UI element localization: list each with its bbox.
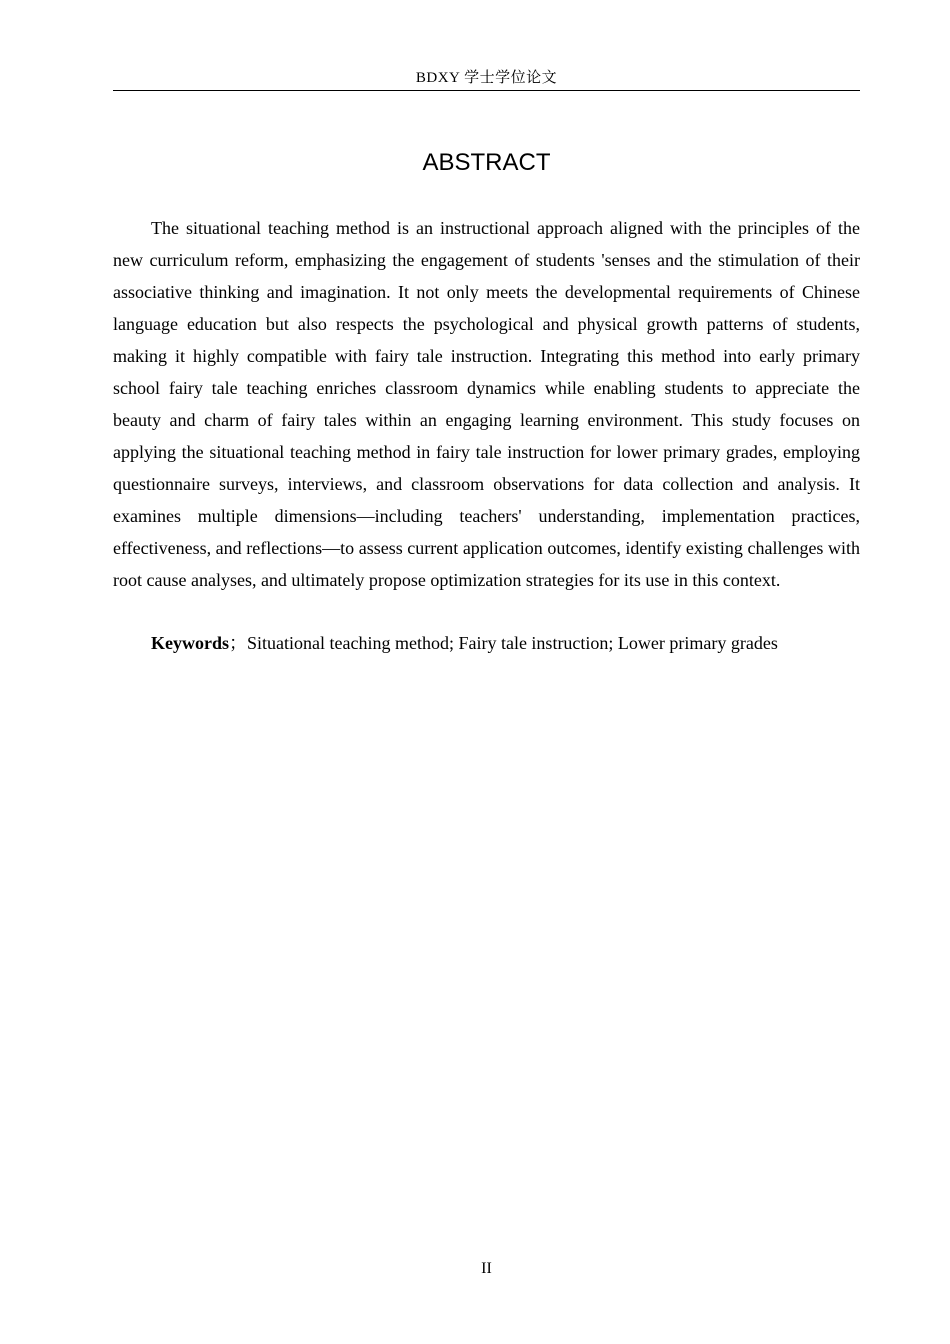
keywords-text: Situational teaching method; Fairy tale instruction; Lower primary grades xyxy=(247,633,778,653)
header-text: BDXY 学士学位论文 xyxy=(415,70,558,86)
keywords-label: Keywords xyxy=(151,633,229,653)
abstract-title: ABSTRACT xyxy=(422,149,551,176)
page-number: II xyxy=(481,1260,492,1277)
keywords-separator: ； xyxy=(229,633,247,653)
abstract-body: The situational teaching method is an instructional approach aligned with the principles of the new curriculum reform, emphasizing the engagement of students 'senses and the stimulation of their associative thinking and imagination. It not only meets the developmental requirements of Chinese language education but also respects the psychological and physical growth patterns of students, making it highly compatible with fairy tale instruction. Integrating this method into early primary school fairy tale teaching enriches classroom dynamics while enabling students to appreciate the beauty and charm of fairy tales within an engaging learning environment. This study focuses on applying the situational teaching method in fairy tale instruction for lower primary grades, employing questionnaire surveys, interviews, and classroom observations for data collection and analysis. It examines multiple dimensions—including teachers' understanding, implementation practices, effectiveness, and reflections—to assess current application outcomes, identify existing challenges with root cause analyses, and ultimately propose optimization strategies for its use in this context. xyxy=(113,218,860,590)
keywords-line xyxy=(113,627,860,659)
page-header xyxy=(113,66,860,91)
